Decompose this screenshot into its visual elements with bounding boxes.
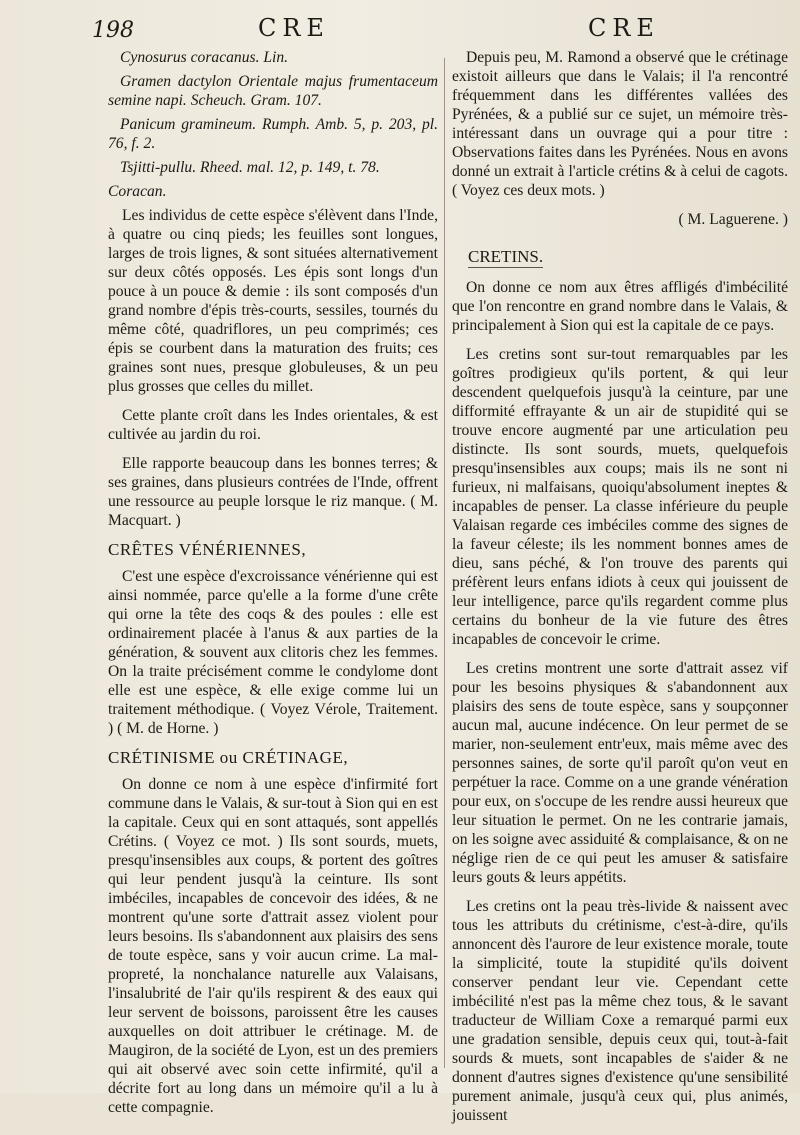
paragraph: Les individus de cette espèce s'élèvent dans l'Inde, à quatre ou cinq pieds; les feuilles sont longues, larges de trois lignes, & sont situées alternativement sur deux côtés opposés. Les épis sont longs d'un pouce à un pouce & demie : ils sont composés d'un grand nombre d'épis très-courts, sessiles, tournés du même côté, quadriflores, un peu comprimés; ces épis se courbent dans la maturation des fruits; ces graines sont nues, presque globuleuses, & un peu plus grosses que celles du millet.	[108, 207, 438, 395]
paragraph: On donne ce nom à une espèce d'infirmité fort commune dans le Valais, & sur-tout à Sion qui en est la capitale. Ceux qui en sont attaqués, sont appellés Crétins. ( Voyez ce mot. ) Ils sont sourds, muets, presqu'insensibles aux coups, & portent des goîtres qui leur pendent jusqu'à la ceinture. Ils sont imbéciles, incapables de concevoir des idées, & ne montrent qu'une sorte d'attrait assez violent pour leurs besoins. Ils s'abandonnent aux plaisirs des sens de toute espèce, sans y voir aucun crime. La mal-propreté, la nonchalance naturelle aux Valaisans, l'insalubrité de l'air qu'ils respirent & des eaux qui leur servent de boissons, paroissent être les causes auxquelles on doit attribuer le crétinage. M. de Maugiron, de la société de Lyon, est un des premiers qui ait observé avec soin cette infirmité, qu'il a décrite fort au long dans un mémoire qu'il a lu à cette compagnie.	[108, 776, 438, 1116]
author-signature: ( M. Laguerene. )	[678, 211, 788, 228]
synonym-line: Cynosurus coracanus. Lin.	[120, 49, 289, 66]
paragraph: Cette plante croît dans les Indes orientales, & est cultivée au jardin du roi.	[108, 407, 438, 443]
paragraph: Les cretins ont la peau très-livide & naissent avec tous les attributs du crétinisme, c'est-à-dire, qu'ils annoncent dès l'aurore de leur existence morale, toute la simplicité, toute la stupidité qu'ils doivent conserver pendant leur vie. Cependant cette imbécilité n'est pas la même chez tous, & le savant traducteur de William Coxe a remarqué parmi eux une gradation sensible, depuis ceux qui, tout-à-fait sourds & muets, sont incapables de s'aider & ne donnent d'autres signes d'existence qu'une sensibilité purement animale, jusqu'à ceux qui, plus animés, jouissent	[452, 898, 788, 1124]
column-divider	[444, 58, 445, 1068]
synonym-line: Coracan.	[108, 183, 167, 200]
synonym-line: Gramen dactylon Orientale majus frumentaceum semine napi. Scheuch. Gram. 107.	[108, 73, 438, 109]
running-head-left: CRE	[258, 14, 330, 42]
right-column	[452, 48, 788, 1135]
paragraph: Elle rapporte beaucoup dans les bonnes terres; & ses graines, dans plusieurs contrées de l'Inde, offrent une ressource au peuple lorsque le riz manque. ( M. Macquart. )	[108, 455, 438, 529]
left-column	[108, 48, 438, 1127]
entry-heading: CRÉTINISME ou CRÉTINAGE,	[108, 748, 349, 767]
synonym-line: Panicum gramineum. Rumph. Amb. 5, p. 203, pl. 76, f. 2.	[108, 116, 438, 152]
paragraph: Les cretins montrent une sorte d'attrait assez vif pour les besoins physiques & s'abandonnent aux plaisirs des sens de toute espèce, sans y soupçonner aucun mal, aucune indécence. On leur permet de se marier, non-seulement entr'eux, mais même avec des personnes saines, de sorte qu'il paroît qu'on veut en perpétuer la race. Comme on a une grande vénération pour eux, on s'occupe de les rendre aussi heureux que leur situation le permet. On ne les contrarie jamais, on les soigne avec assiduité & complaisance, & on ne néglige rien de ce qui peut les amuser & satisfaire leurs gouts & leurs appétits.	[452, 660, 788, 886]
paragraph: Les cretins sont sur-tout remarquables par les goîtres prodigieux qu'ils portent, & qui leur descendent quelquefois jusqu'à la ceinture, par une difformité effrayante & un air de stupidité qui se trouve encore augmenté par une articulation peu distincte. Ils sont sourds, muets, quelquefois presqu'insensibles aux coups; mais ils ne sont ni furieux, ni malfaisans, quoiqu'absolument ineptes & incapables de penser. La classe inférieure du peuple Valaisan regarde ces imbéciles comme des signes de la faveur céleste; ils les nomment bonnes ames de dieu, sans péché, & l'on trouve des parents qui préfèrent leurs enfans idiots à ceux qui jouissent de leur intelligence, parce qu'ils regardent comme plus certains du bonheur de la vie future des êtres incapables de concevoir le crime.	[452, 346, 788, 648]
paragraph: C'est une espèce d'excroissance vénérienne qui est ainsi nommée, parce qu'elle a la forme d'une crête qui orne la tête des coqs & des poules : elle est ordinairement placée à l'anus & aux parties de la génération, & souvent aux clitoris chez les femmes. On la traite précisément comme le condylome dont elle est une espèce, & elle exige comme lui un traitement méthodique. ( Voyez Vérole, Traitement. ) ( M. de Horne. )	[108, 568, 438, 737]
running-head-right: CRE	[588, 14, 660, 42]
page-number: 198	[92, 18, 134, 43]
page-header	[0, 14, 800, 44]
synonym-line: Tsjitti-pullu. Rheed. mal. 12, p. 149, t. 78.	[120, 159, 380, 176]
entry-heading: CRÊTES VÉNÉRIENNES,	[108, 540, 307, 559]
entry-heading: CRETINS.	[468, 247, 544, 266]
paragraph: On donne ce nom aux êtres affligés d'imbécilité que l'on rencontre en grand nombre dans le Valais, & principalement à Sion qui est la capitale de ce pays.	[452, 279, 788, 334]
paragraph: Depuis peu, M. Ramond a observé que le crétinage existoit ailleurs que dans le Valais; il l'a rencontré fréquemment dans les différentes vallées des Pyrénées, & a publié sur ce sujet, un mémoire très-intéressant dans un ouvrage qui a pour titre : Observations faites dans les Pyrénées. Nous en avons donné un extrait à l'article crétins & à celui de cagots. ( Voyez ces deux mots. )	[452, 49, 788, 199]
